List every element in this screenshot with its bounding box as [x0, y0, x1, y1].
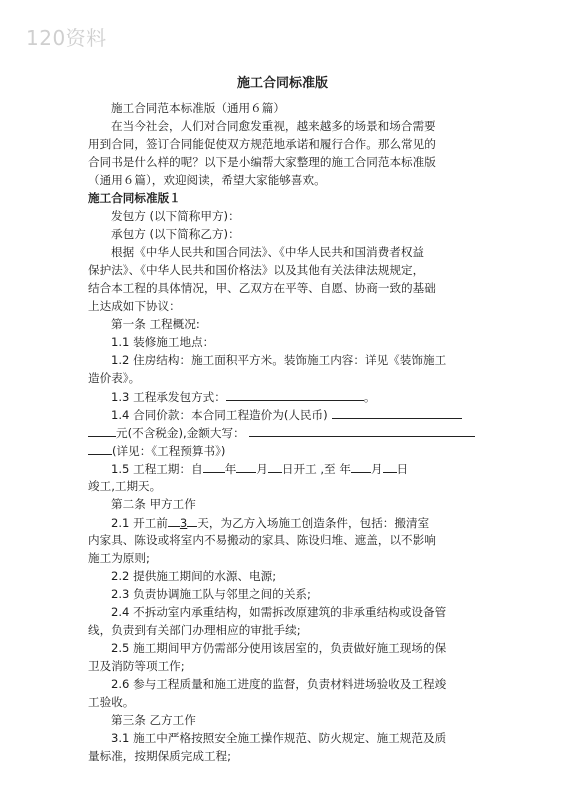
basis-line-4: 上达成如下协议：	[88, 299, 181, 313]
blank-underline	[236, 461, 256, 473]
document-title: 施工合同标准版	[236, 76, 328, 91]
section-heading: 施工合同标准版１	[88, 191, 181, 205]
intro-line-1: 在当今社会，人们对合同愈发重视，越来越多的场景和场合需要	[111, 119, 436, 133]
clause-1-5-line-2: 竣工,工期天。	[88, 479, 162, 493]
clause-1-3	[111, 389, 375, 404]
clause-2-5-line-2: 卫及消防等项工作;	[88, 659, 185, 673]
clause-2-1-line-2: 内家具、陈设或将室内不易搬动的家具、陈设归堆、遮盖，以不影响	[88, 533, 436, 547]
blank-underline	[268, 461, 282, 473]
blank-underline	[383, 461, 397, 473]
clause-2-1-suffix: 天，为乙方入场施工创造条件，包括：搬清室	[197, 516, 430, 530]
blank-underline	[187, 515, 197, 527]
blank-underline	[168, 515, 180, 527]
watermark: 120资料	[26, 26, 107, 50]
clause-1-5-part: 日	[396, 462, 409, 476]
basis-line-3: 结合本工程的具体情况，甲、乙双方在平等、自愿、协商一致的基础	[88, 281, 436, 295]
blank-underline	[226, 389, 364, 401]
basis-line-2: 保护法》、《中华人民共和国价格法》以及其他有关法律法规规定，	[88, 263, 425, 277]
blank-underline	[249, 425, 475, 437]
article-2-heading: 第二条 甲方工作	[111, 497, 196, 511]
clause-1-5-part: 月	[370, 462, 383, 476]
clause-1-3-label: 1.3 工程承发包方式：	[111, 390, 226, 404]
clause-2-1-days: 3	[179, 516, 188, 530]
clause-2-4-line-1: 2.4 不拆动室内承重结构，如需拆改原建筑的非承重结构或设备管	[111, 605, 447, 619]
blank-underline	[351, 461, 371, 473]
clause-2-1-prefix: 2.1 开工前	[111, 516, 168, 530]
clause-2-5-line-1: 2.5 施工期间甲方仍需部分使用该居室的，负责做好施工现场的保	[111, 641, 447, 655]
clause-2-1-line-3: 施工为原则;	[88, 551, 150, 565]
clause-1-4-end: (详见：《工程预算书》)	[112, 444, 226, 458]
party-b-line: 承包方 (以下简称乙方)：	[111, 227, 240, 241]
article-3-heading: 第三条 乙方工作	[111, 713, 196, 727]
clause-2-6-line-1: 2.6 参与工程质量和施工进度的监督，负责材料进场验收及工程竣	[111, 677, 447, 691]
clause-1-5-part: 月	[256, 462, 268, 476]
blank-underline	[203, 461, 225, 473]
clause-1-2-line-1: 1.2 住房结构：施工面积平方米。装饰施工内容：详见《装饰施工	[111, 353, 447, 367]
article-1-heading: 第一条 工程概况:	[111, 317, 200, 331]
clause-3-1-line-2: 量标准，按期保质完成工程;	[88, 749, 232, 763]
clause-1-2-line-2: 造价表》。	[88, 371, 141, 385]
clause-3-1-line-1: 3.1 施工中严格按照安全施工操作规范、防火规定、施工规范及质	[111, 731, 447, 745]
clause-1-4-line-2	[88, 425, 475, 440]
clause-1-1: 1.1 装修施工地点：	[111, 335, 215, 349]
intro-line-2: 用到合同，签订合同能促使双方规范地承诺和履行合作。那么常见的	[88, 137, 436, 151]
blank-underline	[88, 425, 116, 437]
blank-underline	[88, 443, 112, 455]
subtitle: 施工合同范本标准版（通用６篇）	[111, 101, 285, 115]
clause-2-2: 2.2 提供施工期间的水源、电源;	[111, 569, 277, 583]
intro-line-3: 合同书是什么样的呢？以下是小编帮大家整理的施工合同范本标准版	[88, 155, 436, 169]
clause-1-5-part: 年	[224, 462, 237, 476]
clause-1-4-mid: 元(不含税金),金额大写：	[116, 426, 245, 440]
clause-2-3: 2.3 负责协调施工队与邻里之间的关系;	[111, 587, 311, 601]
clause-1-4-line-3	[88, 443, 225, 458]
clause-2-4-line-2: 线，负责到有关部门办理相应的审批手续;	[88, 623, 301, 637]
blank-underline	[332, 407, 462, 419]
clause-1-5-part: 1.5 工程工期：自	[111, 462, 203, 476]
clause-1-4-label: 1.4 合同价款：本合同工程造价为(人民币)	[111, 408, 328, 422]
clause-2-6-line-2: 工验收。	[88, 695, 135, 709]
party-a-line: 发包方 (以下简称甲方)：	[111, 209, 240, 223]
intro-line-4: （通用６篇），欢迎阅读，希望大家能够喜欢。	[88, 173, 326, 187]
clause-1-3-end: 。	[363, 390, 376, 404]
clause-1-5-line-1	[111, 461, 408, 476]
basis-line-1: 根据《中华人民共和国合同法》、《中华人民共和国消费者权益	[111, 245, 425, 259]
clause-1-5-part: 日开工 ,至 年	[281, 462, 351, 476]
clause-2-1-line-1	[111, 515, 429, 530]
clause-1-4-line-1	[111, 407, 462, 422]
